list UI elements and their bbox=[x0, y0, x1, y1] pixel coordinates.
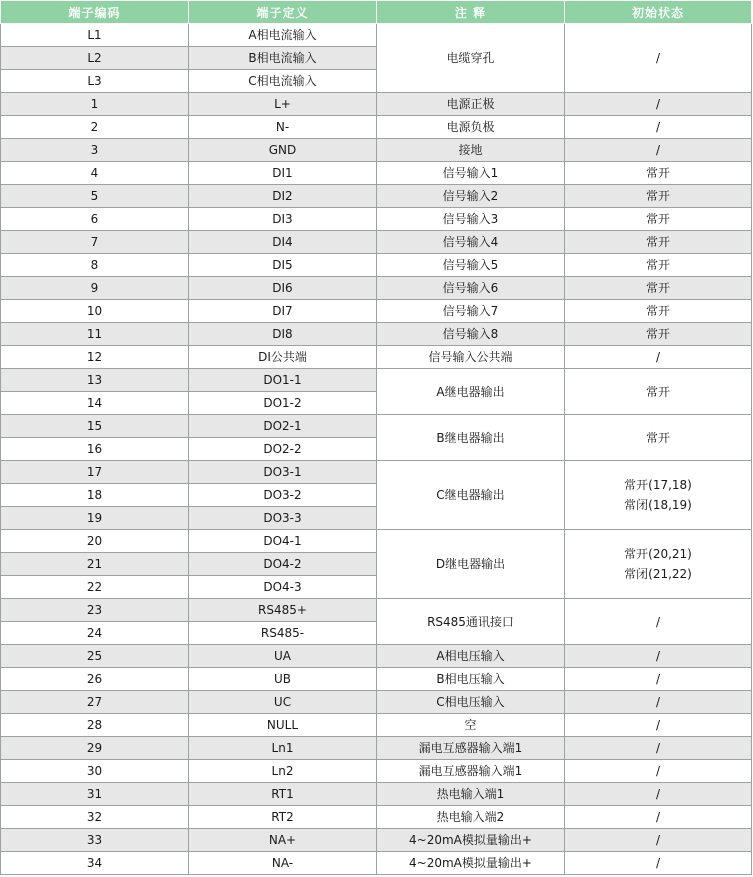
cell-initial-state: 常开 bbox=[565, 185, 752, 208]
cell-initial-state: 常开 bbox=[565, 254, 752, 277]
cell-note: 信号输入8 bbox=[377, 323, 565, 346]
cell-note: A继电器输出 bbox=[377, 369, 565, 415]
cell-initial-state: / bbox=[565, 691, 752, 714]
cell-terminal-definition: DO1-1 bbox=[189, 369, 377, 392]
table-row bbox=[1, 829, 752, 852]
cell-terminal-code: 4 bbox=[1, 162, 189, 185]
cell-terminal-code: 5 bbox=[1, 185, 189, 208]
cell-terminal-definition: Ln2 bbox=[189, 760, 377, 783]
cell-note: B相电压输入 bbox=[377, 668, 565, 691]
header-terminal-code: 端子编码 bbox=[1, 1, 189, 24]
cell-note: 信号输入公共端 bbox=[377, 346, 565, 369]
cell-terminal-definition: L+ bbox=[189, 93, 377, 116]
cell-terminal-definition: DI5 bbox=[189, 254, 377, 277]
cell-terminal-code: 3 bbox=[1, 139, 189, 162]
cell-terminal-code: 15 bbox=[1, 415, 189, 438]
cell-terminal-code: 7 bbox=[1, 231, 189, 254]
cell-terminal-code: 31 bbox=[1, 783, 189, 806]
cell-note: 信号输入3 bbox=[377, 208, 565, 231]
header-note: 注 释 bbox=[377, 1, 565, 24]
cell-initial-state: / bbox=[565, 668, 752, 691]
cell-terminal-definition: DI8 bbox=[189, 323, 377, 346]
cell-note: 电源正极 bbox=[377, 93, 565, 116]
cell-terminal-definition: DI1 bbox=[189, 162, 377, 185]
table-row bbox=[1, 691, 752, 714]
cell-terminal-definition: RS485+ bbox=[189, 599, 377, 622]
cell-terminal-definition: RT1 bbox=[189, 783, 377, 806]
table-row bbox=[1, 116, 752, 139]
header-initial-state: 初始状态 bbox=[565, 1, 752, 24]
header-terminal-definition: 端子定义 bbox=[189, 1, 377, 24]
state-line-1: 常开(17,18) bbox=[624, 478, 692, 492]
table-row bbox=[1, 231, 752, 254]
cell-terminal-definition: RS485- bbox=[189, 622, 377, 645]
table-row bbox=[1, 760, 752, 783]
table-row bbox=[1, 323, 752, 346]
table-row bbox=[1, 852, 752, 875]
cell-terminal-code: 28 bbox=[1, 714, 189, 737]
cell-terminal-definition: DI7 bbox=[189, 300, 377, 323]
cell-terminal-code: 20 bbox=[1, 530, 189, 553]
cell-note: 空 bbox=[377, 714, 565, 737]
cell-terminal-code: 10 bbox=[1, 300, 189, 323]
table-row bbox=[1, 254, 752, 277]
cell-terminal-definition: DO2-1 bbox=[189, 415, 377, 438]
cell-initial-state: / bbox=[565, 645, 752, 668]
cell-terminal-code: 25 bbox=[1, 645, 189, 668]
cell-terminal-definition: DI2 bbox=[189, 185, 377, 208]
cell-terminal-code: 21 bbox=[1, 553, 189, 576]
state-line-2: 常闭(21,22) bbox=[624, 567, 692, 581]
cell-terminal-definition: UC bbox=[189, 691, 377, 714]
cell-terminal-code: 24 bbox=[1, 622, 189, 645]
cell-initial-state: 常开 bbox=[565, 323, 752, 346]
cell-terminal-definition: Ln1 bbox=[189, 737, 377, 760]
table-row bbox=[1, 162, 752, 185]
cell-terminal-code: 19 bbox=[1, 507, 189, 530]
cell-terminal-definition: DI6 bbox=[189, 277, 377, 300]
cell-terminal-code: 17 bbox=[1, 461, 189, 484]
table-row bbox=[1, 208, 752, 231]
table-row bbox=[1, 369, 752, 392]
cell-terminal-definition: DO4-1 bbox=[189, 530, 377, 553]
cell-terminal-code: 9 bbox=[1, 277, 189, 300]
cell-note: 4~20mA模拟量输出+ bbox=[377, 829, 565, 852]
cell-initial-state: 常开 bbox=[565, 300, 752, 323]
cell-note: 信号输入2 bbox=[377, 185, 565, 208]
cell-initial-state: / bbox=[565, 806, 752, 829]
cell-terminal-code: 12 bbox=[1, 346, 189, 369]
table-row bbox=[1, 415, 752, 438]
cell-terminal-definition: NA+ bbox=[189, 829, 377, 852]
header-row bbox=[1, 1, 752, 24]
table-row bbox=[1, 93, 752, 116]
cell-initial-state: / bbox=[565, 714, 752, 737]
cell-terminal-code: 32 bbox=[1, 806, 189, 829]
cell-terminal-definition: UA bbox=[189, 645, 377, 668]
table-row bbox=[1, 737, 752, 760]
cell-terminal-code: 13 bbox=[1, 369, 189, 392]
cell-initial-state: 常开 bbox=[565, 231, 752, 254]
cell-note: 信号输入4 bbox=[377, 231, 565, 254]
table-row bbox=[1, 668, 752, 691]
cell-initial-state: / bbox=[565, 139, 752, 162]
cell-terminal-definition: DO4-2 bbox=[189, 553, 377, 576]
cell-note: 接地 bbox=[377, 139, 565, 162]
cell-terminal-code: L1 bbox=[1, 24, 189, 47]
cell-initial-state: / bbox=[565, 760, 752, 783]
cell-note: 信号输入1 bbox=[377, 162, 565, 185]
cell-initial-state: 常开 bbox=[565, 277, 752, 300]
cell-terminal-code: 27 bbox=[1, 691, 189, 714]
cell-terminal-code: 26 bbox=[1, 668, 189, 691]
state-line-1: 常开(20,21) bbox=[624, 547, 692, 561]
cell-initial-state: / bbox=[565, 737, 752, 760]
cell-note: 热电输入端1 bbox=[377, 783, 565, 806]
cell-terminal-definition: B相电流输入 bbox=[189, 47, 377, 70]
cell-initial-state: 常开 bbox=[565, 415, 752, 461]
cell-terminal-code: 18 bbox=[1, 484, 189, 507]
cell-initial-state: / bbox=[565, 852, 752, 875]
cell-initial-state: / bbox=[565, 783, 752, 806]
table-row bbox=[1, 277, 752, 300]
cell-initial-state: / bbox=[565, 599, 752, 645]
state-line-2: 常闭(18,19) bbox=[624, 498, 692, 512]
cell-terminal-definition: DI公共端 bbox=[189, 346, 377, 369]
cell-note: 热电输入端2 bbox=[377, 806, 565, 829]
cell-note: 4~20mA模拟量输出+ bbox=[377, 852, 565, 875]
cell-initial-state bbox=[565, 530, 752, 599]
cell-terminal-code: 1 bbox=[1, 93, 189, 116]
table-row bbox=[1, 806, 752, 829]
table-row bbox=[1, 139, 752, 162]
cell-note: 漏电互感器输入端1 bbox=[377, 760, 565, 783]
cell-terminal-code: L3 bbox=[1, 70, 189, 93]
table-row bbox=[1, 24, 752, 47]
table-row bbox=[1, 599, 752, 622]
cell-terminal-definition: DO3-2 bbox=[189, 484, 377, 507]
cell-terminal-definition: C相电流输入 bbox=[189, 70, 377, 93]
cell-terminal-definition: DO2-2 bbox=[189, 438, 377, 461]
cell-terminal-definition: NA- bbox=[189, 852, 377, 875]
cell-initial-state: / bbox=[565, 93, 752, 116]
cell-note: A相电压输入 bbox=[377, 645, 565, 668]
cell-note: C继电器输出 bbox=[377, 461, 565, 530]
cell-terminal-definition: DI4 bbox=[189, 231, 377, 254]
cell-terminal-code: 8 bbox=[1, 254, 189, 277]
cell-terminal-definition: GND bbox=[189, 139, 377, 162]
cell-initial-state: 常开 bbox=[565, 162, 752, 185]
cell-initial-state: / bbox=[565, 24, 752, 93]
cell-terminal-definition: UB bbox=[189, 668, 377, 691]
table-row bbox=[1, 530, 752, 553]
cell-terminal-definition: RT2 bbox=[189, 806, 377, 829]
cell-terminal-definition: DO3-3 bbox=[189, 507, 377, 530]
cell-terminal-definition: DI3 bbox=[189, 208, 377, 231]
cell-terminal-definition: NULL bbox=[189, 714, 377, 737]
cell-initial-state: / bbox=[565, 829, 752, 852]
cell-note: 信号输入7 bbox=[377, 300, 565, 323]
cell-terminal-code: 11 bbox=[1, 323, 189, 346]
cell-note: 信号输入5 bbox=[377, 254, 565, 277]
cell-note: 电源负极 bbox=[377, 116, 565, 139]
table-body bbox=[1, 24, 752, 875]
cell-terminal-code: L2 bbox=[1, 47, 189, 70]
cell-note: 漏电互感器输入端1 bbox=[377, 737, 565, 760]
cell-terminal-definition: DO1-2 bbox=[189, 392, 377, 415]
cell-note: 电缆穿孔 bbox=[377, 24, 565, 93]
cell-terminal-definition: A相电流输入 bbox=[189, 24, 377, 47]
table-row bbox=[1, 714, 752, 737]
cell-note: D继电器输出 bbox=[377, 530, 565, 599]
cell-terminal-code: 23 bbox=[1, 599, 189, 622]
cell-terminal-code: 34 bbox=[1, 852, 189, 875]
cell-note: 信号输入6 bbox=[377, 277, 565, 300]
cell-initial-state bbox=[565, 461, 752, 530]
cell-terminal-code: 16 bbox=[1, 438, 189, 461]
cell-terminal-code: 29 bbox=[1, 737, 189, 760]
cell-initial-state: / bbox=[565, 346, 752, 369]
cell-initial-state: / bbox=[565, 116, 752, 139]
table-row bbox=[1, 783, 752, 806]
cell-terminal-code: 22 bbox=[1, 576, 189, 599]
table-row bbox=[1, 461, 752, 484]
cell-terminal-code: 6 bbox=[1, 208, 189, 231]
cell-terminal-definition: N- bbox=[189, 116, 377, 139]
cell-terminal-code: 2 bbox=[1, 116, 189, 139]
cell-terminal-code: 14 bbox=[1, 392, 189, 415]
cell-note: B继电器输出 bbox=[377, 415, 565, 461]
table-row bbox=[1, 645, 752, 668]
cell-note: RS485通讯接口 bbox=[377, 599, 565, 645]
cell-note: C相电压输入 bbox=[377, 691, 565, 714]
table-row bbox=[1, 300, 752, 323]
table-row bbox=[1, 346, 752, 369]
cell-terminal-code: 30 bbox=[1, 760, 189, 783]
table-row bbox=[1, 185, 752, 208]
cell-terminal-code: 33 bbox=[1, 829, 189, 852]
cell-initial-state: 常开 bbox=[565, 369, 752, 415]
cell-terminal-definition: DO4-3 bbox=[189, 576, 377, 599]
cell-terminal-definition: DO3-1 bbox=[189, 461, 377, 484]
cell-initial-state: 常开 bbox=[565, 208, 752, 231]
